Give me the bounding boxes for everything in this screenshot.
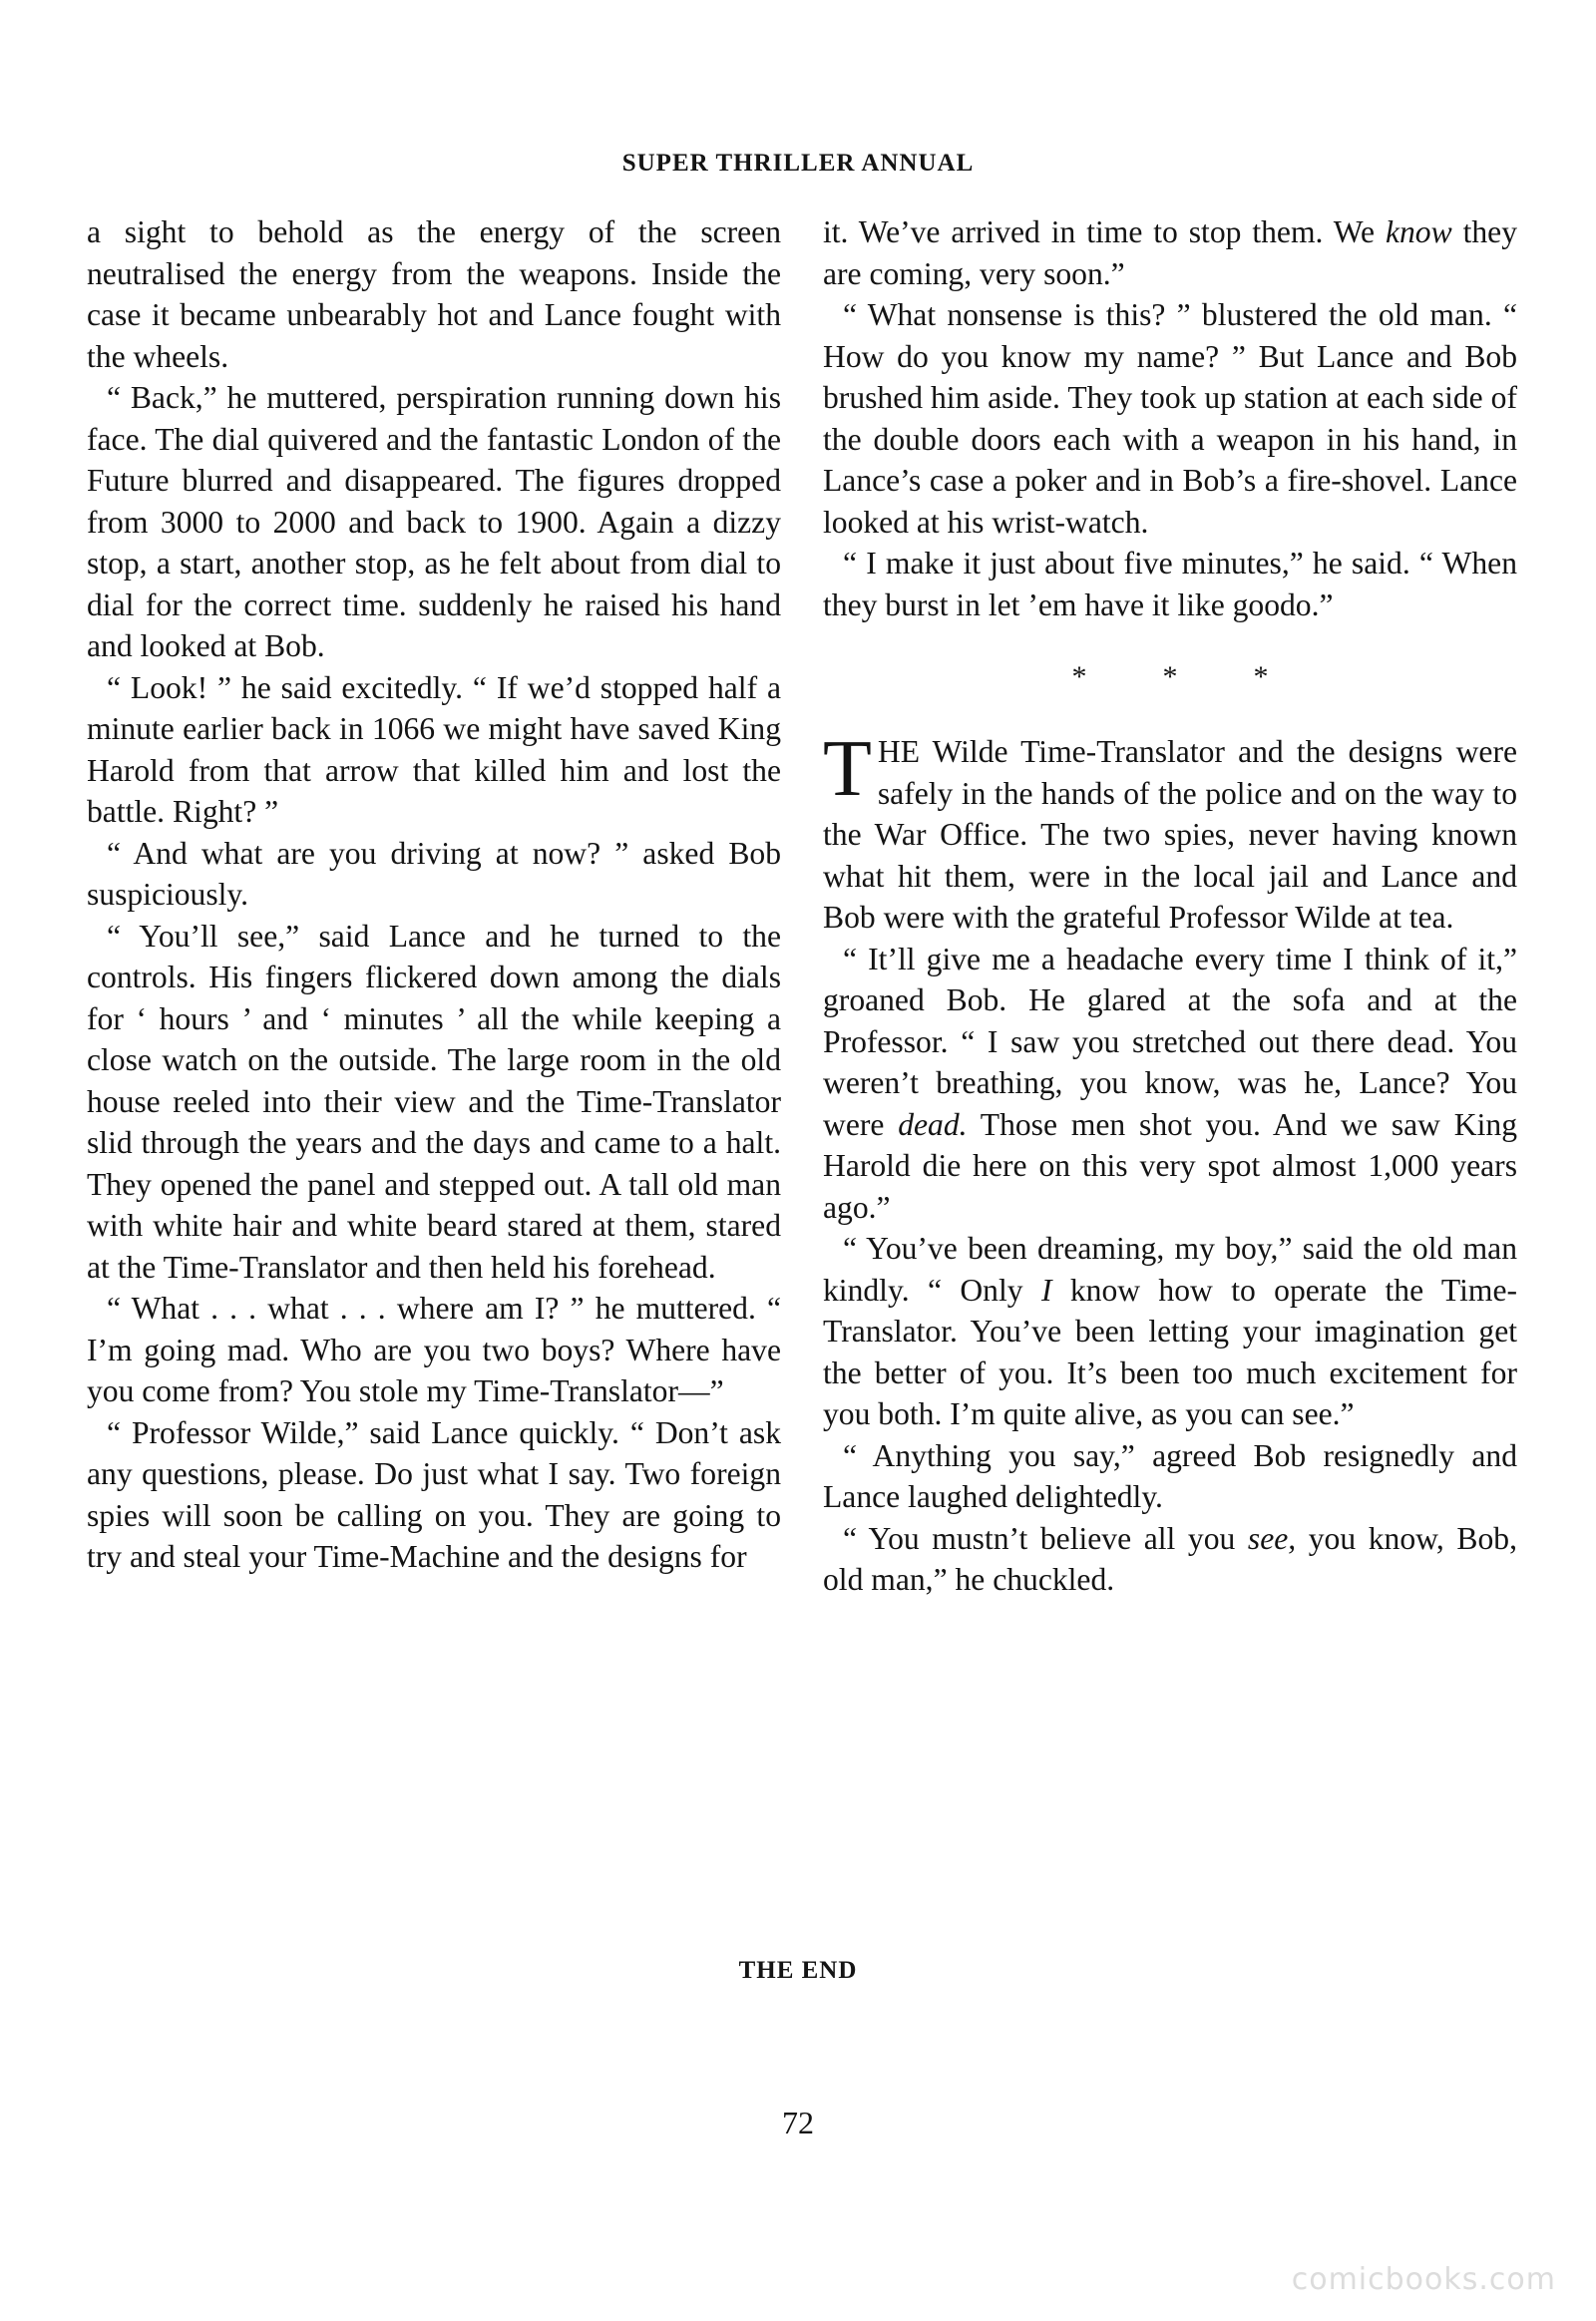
end-mark: THE END — [738, 1957, 858, 1984]
italic-run: see, — [1247, 1520, 1297, 1556]
right-column — [823, 211, 1517, 1601]
text-run: “ You mustn’t believe all you — [843, 1520, 1248, 1556]
page-number: 72 — [782, 2105, 814, 2140]
paragraph: “ Professor Wilde,” said Lance quickly. “ Don’t ask any questions, please. Do just what I say. Two foreign spies will soon be calling on you. They are going to try and steal your Time-Machine and the designs for — [87, 1414, 781, 1574]
paragraph: “ You’ll see,” said Lance and he turned to the controls. His fingers flickered down among the dials for ‘ hours ’ and ‘ minutes ’ all the while keeping a close watch on the outside. The large room in the old house reeled into their view and the Time-Translator slid through the years and the days and came to a halt. They opened the panel and stepped out. A tall old man with white hair and white beard stared at them, stared at the Time-Translator and then held his forehead. — [87, 918, 781, 1285]
asterisk: * — [1253, 660, 1269, 693]
drop-cap: T — [823, 725, 872, 813]
text-run: Those men shot you. And we saw King Harold die here on this very spot almost 1,000 years ago.” — [823, 1106, 1517, 1225]
running-head: SUPER THRILLER ANNUAL — [621, 150, 975, 177]
section-separator — [823, 647, 1517, 707]
paragraph: “ What . . . what . . . where am I? ” he muttered. “ I’m going mad. Who are you two boys? Where have you come from? You stole my Time-Translator—” — [87, 1291, 781, 1408]
italic-run: I — [1040, 1272, 1052, 1308]
text-run: “ You’ve been dreaming, my boy,” said the old man kindly. “ Only — [823, 1231, 1517, 1308]
text-run: you know, Bob, old man,” he chuckled. — [823, 1520, 1517, 1597]
paragraph: a sight to behold as the energy of the screen neutralised the energy from the weapons. Inside the case it became unbearably hot and Lance fought with the wheels. — [87, 214, 781, 374]
left-column — [87, 211, 781, 1578]
paragraph: “ I make it just about five minutes,” he said. “ When they burst in let ’em have it like goodo.” — [823, 546, 1517, 622]
text-run: “ It’ll give me a headache every time I think of it,” groaned Bob. He glared at the sofa and at the Professor. “ I saw you stretched out there dead. You weren’t breathing, you know, was he, Lance? You were — [823, 941, 1517, 1142]
paragraph: “ Back,” he muttered, perspiration running down his face. The dial quivered and the fantastic London of the Future blurred and disappeared. The figures dropped from 3000 to 2000 and back to 1900. Again a dizzy stop, a start, another stop, as he felt about from dial to dial for the correct time. suddenly he raised his hand and looked at Bob. — [87, 380, 781, 663]
paragraph: “ And what are you driving at now? ” asked Bob suspiciously. — [87, 835, 781, 912]
paragraph — [823, 1228, 1517, 1435]
paragraph — [823, 211, 1517, 294]
asterisk: * — [1162, 660, 1178, 693]
italic-run: know — [1385, 214, 1452, 249]
text-run: it. We’ve arrived in time to stop them. We — [823, 214, 1386, 249]
text-run: they are coming, very soon.” — [823, 214, 1517, 291]
italic-run: dead. — [898, 1106, 968, 1142]
paragraph: “ What nonsense is this? ” blustered the old man. “ How do you know my name? ” But Lance and Bob brushed him aside. They took up station at each side of the double doors each with a weapon in his hand, in Lance’s case a poker and in Bob’s a fire-shovel. Lance looked at his wrist-watch. — [823, 297, 1517, 540]
paragraph — [823, 725, 1517, 939]
text-run: know how to operate the Time-Translator. You’ve been letting your imagination get the better of you. It’s been too much excitement for you both. I’m quite alive, as you can see.” — [823, 1272, 1517, 1431]
paragraph: “ Look! ” he said excitedly. “ If we’d stopped half a minute earlier back in 1066 we might have saved King Harold from that arrow that killed him and lost the battle. Right? ” — [87, 669, 781, 829]
paragraph — [823, 939, 1517, 1229]
paragraph: “ Anything you say,” agreed Bob resignedly and Lance laughed delightedly. — [823, 1437, 1517, 1514]
watermark: comicbooks.com — [1291, 2262, 1556, 2297]
paragraph — [823, 1518, 1517, 1601]
text-run: HE Wilde Time-Translator and the designs were safely in the hands of the police and on the way to the War Office. The two spies, never having known what hit them, were in the local jail and Lance and Bob were with the grateful Professor Wilde at tea. — [823, 734, 1517, 935]
asterisk: * — [1071, 660, 1087, 693]
